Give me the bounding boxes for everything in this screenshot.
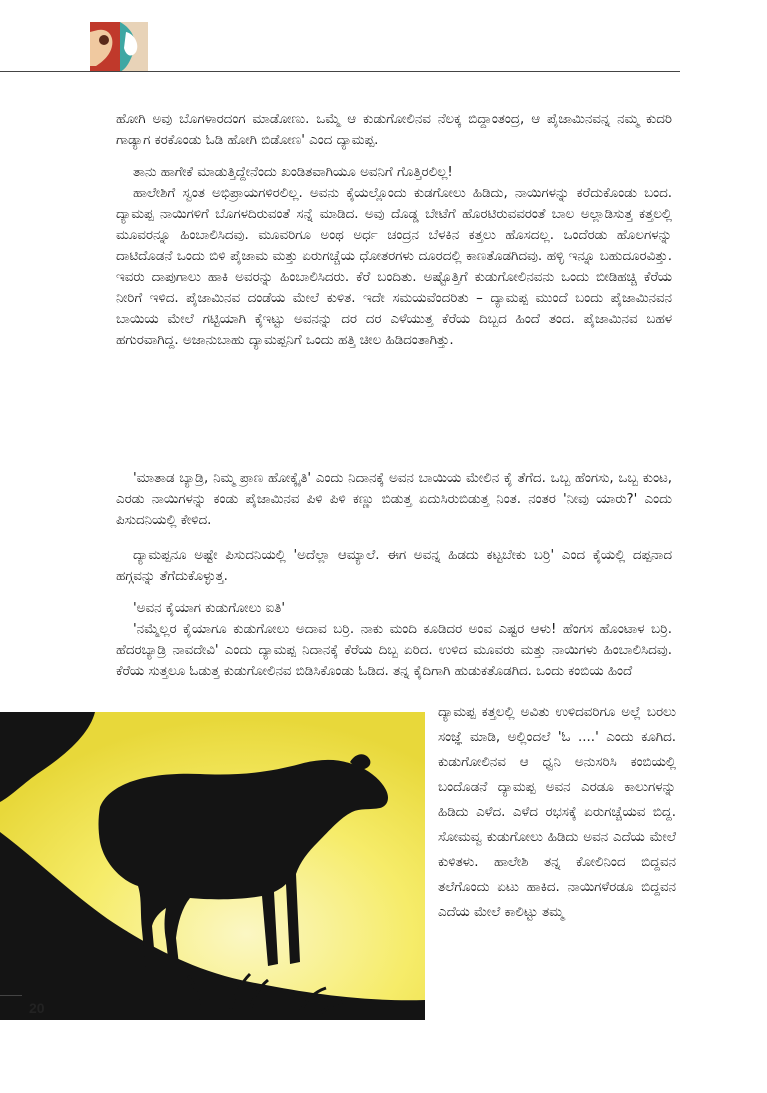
paragraph-5: ದ್ಯಾಮಪ್ಪನೂ ಅಷ್ಟೇ ಪಿಸುದನಿಯಲ್ಲಿ 'ಅದೆಲ್ಲಾ ಆಮ್ಯಾಲೆ. ಈಗ ಅವನ್ನ ಹಿಡದು ಕಟ್ಟಬೇಕು ಬರ್ರಿ' ಎಂದ ಕೈಯಲ್ಲಿ ದಪ್ಪನಾದ ಹಗ್ಗವನ್ನು ತೆಗೆದುಕೊಳ್ಳುತ್ತ. (116, 548, 672, 584)
sheep-silhouette-illustration (0, 712, 425, 1020)
paragraph-1: ಹೋಗಿ ಅವು ಬೊಗಳಾರದಂಗ ಮಾಡೋಣು. ಒಮ್ಮೆ ಆ ಕುಡುಗೋಲಿನವ ನೆಲಕ್ಕ ಬಿದ್ದಾಂತಂದ್ರ, ಆ ಪೈಜಾಮಿನವನ್ನ ನಮ್ಮ ಕುದರಿ ಗಾಡ್ಯಾಗ ಕರಕೊಂಡು ಓಡಿ ಹೋಗಿ ಬಿಡೋಣ' ಎಂದ ದ್ಯಾಮಪ್ಪ. (116, 112, 672, 148)
page-number: 20 (29, 1000, 45, 1016)
header-rule (0, 71, 680, 72)
paragraph-4: 'ಮಾತಾಡ ಬ್ಯಾಡ್ರಿ, ನಿಮ್ಮ ಪ್ರಾಣ ಹೋಕ್ಕೈತಿ' ಎಂದು ನಿದಾನಕ್ಕೆ ಅವನ ಬಾಯಿಯ ಮೇಲಿನ ಕೈ ತೆಗೆದ. ಒಬ್ಬ ಹೆಂಗಸು, ಒಬ್ಬ ಕುಂಟ, ಎರಡು ನಾಯಿಗಳನ್ನು ಕಂಡು ಪೈಜಾಮಿನವ ಪಿಳಿ ಪಿಳಿ ಕಣ್ಣು ಬಿಡುತ್ತ ಏದುಸಿರುಬಿಡುತ್ತ ನಿಂತ. ನಂತರ 'ನೀವು ಯಾರು?' ಎಂದು ಪಿಸುದನಿಯಲ್ಲಿ ಕೇಳಿದ. (116, 471, 672, 528)
magazine-logo-icon (90, 22, 148, 72)
paragraph-6: 'ಅವನ ಕೈಯಾಗ ಕುಡುಗೋಲು ಐತಿ' (133, 601, 286, 616)
paragraph-7: 'ನಮ್ಮೆಲ್ಲರ ಕೈಯಾಗೂ ಕುಡುಗೋಲು ಅದಾವ ಬರ್ರಿ. ನಾಕು ಮಂದಿ ಕೂಡಿದರ ಅಂವ ಎಷ್ಟರ ಆಳು! ಹೆಂಗಸ ಹೊಂಟಾಳ ಬರ್ರಿ. ಹೆದರಬ್ಯಾಡ್ರಿ ನಾವದೇವಿ' ಎಂದು ದ್ಯಾಮಪ್ಪ ನಿದಾನಕ್ಕೆ ಕೆರೆಯ ದಿಬ್ಬ ಏರಿದ. ಉಳಿದ ಮೂವರು ಮತ್ತು ನಾಯಿಗಳು ಹಿಂಬಾಲಿಸಿದವು. ಕೆರೆಯ ಸುತ್ತಲೂ ಓಡುತ್ತ ಕುಡುಗೋಲಿನವ ಬಿಡಿಸಿಕೊಂಡು ಓಡಿದ. ತನ್ನ ಕೈದಿಗಾಗಿ ಹುಡುಕತೊಡಗಿದ. ಒಂದು ಕಂಬಿಯ ಹಿಂದೆ (116, 622, 672, 679)
page-number-rule (0, 995, 22, 996)
paragraph-3: ಹಾಲೇಶಿಗೆ ಸ್ವಂತ ಅಭಿಪ್ರಾಯಗಳಿರಲಿಲ್ಲ. ಅವನು ಕೈಯಲ್ಲೊಂದು ಕುಡಗೋಲು ಹಿಡಿದು, ನಾಯಿಗಳನ್ನು ಕರೆದುಕೊಂಡು ಬಂದ. ದ್ಯಾಮಪ್ಪ ನಾಯಿಗಳಿಗೆ ಬೊಗಳದಿರುವಂತೆ ಸನ್ನೆ ಮಾಡಿದ. ಅವು ದೊಡ್ಡ ಬೇಟೆಗೆ ಹೊರಟಿರುವವರಂತೆ ಬಾಲ ಅಲ್ಲಾಡಿಸುತ್ತ ಕತ್ತಲಲ್ಲಿ ಮೂವರನ್ನೂ ಹಿಂಬಾಲಿಸಿದವು. ಮೂವರಿಗೂ ಅಂಥ ಅರ್ಧ ಚಂದ್ರನ ಬೆಳಕಿನ ಕತ್ತಲು ಹೊಸದಲ್ಲ. ಒಂದೆರಡು ಹೊಲಗಳನ್ನು ದಾಟಿದೊಡನೆ ಒಂದು ಬಿಳಿ ಪೈಜಾಮ ಮತ್ತು ಏರುಗಚ್ಚೆಯ ಧೋತರಗಳು ದೂರದಲ್ಲಿ ಕಾಣತೊಡಗಿದವು. ಹಳ್ಳಿ ಇನ್ನೂ ಬಹುದೂರವಿತ್ತು. ಇವರು ದಾಪುಗಾಲು ಹಾಕಿ ಅವರನ್ನು ಹಿಂಬಾಲಿಸಿದರು. ಕೆರೆ ಬಂದಿತು. ಅಷ್ಟೊತ್ತಿಗೆ ಕುಡುಗೋಲಿನವನು ಒಂದು ಬೀಡಿಹಚ್ಚಿ ಕೆರೆಯ ನೀರಿಗೆ ಇಳಿದ. ಪೈಜಾಮಿನವ ದಂಡೆಯ ಮೇಲೆ ಕುಳಿತ. ಇದೇ ಸಮಯವೆಂದರಿತು – ದ್ಯಾಮಪ್ಪ ಮುಂದೆ ಬಂದು ಪೈಜಾಮಿನವನ ಬಾಯಿಯ ಮೇಲೆ ಗಟ್ಟಿಯಾಗಿ ಕೈಇಟ್ಟು ಅವನನ್ನು ದರ ದರ ಎಳೆಯುತ್ತ ಕೆರೆಯ ದಿಬ್ಬದ ಹಿಂದೆ ತಂದ. ಪೈಜಾಮಿನವ ಬಹಳ ಹಗುರವಾಗಿದ್ದ. ಅಜಾನುಬಾಹು ದ್ಯಾಮಪ್ಪನಿಗೆ ಒಂದು ಹತ್ತಿ ಚೀಲ ಹಿಡಿದಂತಾಗಿತ್ತು. (116, 186, 672, 348)
side-column-text: ದ್ಯಾಮಪ್ಪ ಕತ್ತಲಲ್ಲಿ ಅವಿತು ಉಳಿದವರಿಗೂ ಅಲ್ಲೆ ಬರಲು ಸಂಜ್ಞೆ ಮಾಡಿ, ಅಲ್ಲಿಂದಲೆ 'ಓ ....' ಎಂದು ಕೂಗಿದ. ಕುಡುಗೋಲಿನವ ಆ ಧ್ವನಿ ಅನುಸರಿಸಿ ಕಂಬಿಯಲ್ಲಿ ಬಂದೊಡನೆ ದ್ಯಾಮಪ್ಪ ಅವನ ಎರಡೂ ಕಾಲುಗಳನ್ನು ಹಿಡಿದು ಎಳೆದ. ಎಳೆದ ರಭಸಕ್ಕೆ ಏರುಗಚ್ಚೆಯವ ಬಿದ್ದ. ಸೋಮವ್ವ ಕುಡುಗೋಲು ಹಿಡಿದು ಅವನ ಎದೆಯ ಮೇಲೆ ಕುಳಿತಳು. ಹಾಲೇಶಿ ತನ್ನ ಕೋಲಿನಿಂದ ಬಿದ್ದವನ ತಲೆಗೊಂದು ಏಟು ಹಾಕಿದ. ನಾಯಿಗಳೆರಡೂ ಬಿದ್ದವನ ಎದೆಯ ಮೇಲೆ ಕಾಲಿಟ್ಟು ತಮ್ಮ (438, 705, 676, 920)
paragraph-2: ತಾನು ಹಾಗೇಕೆ ಮಾಡುತ್ತಿದ್ದೇನೆಂದು ಖಂಡಿತವಾಗಿಯೂ ಅವನಿಗೆ ಗೊತ್ತಿರಲಿಲ್ಲ! (133, 165, 453, 180)
